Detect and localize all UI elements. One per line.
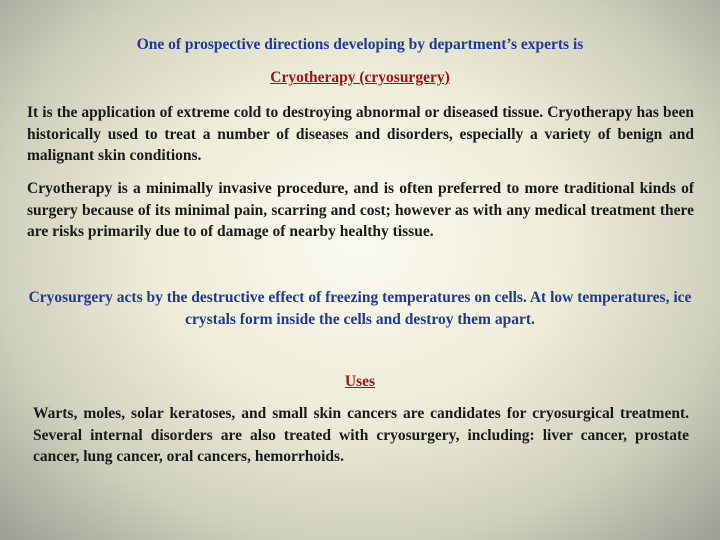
paragraph-definition: It is the application of extreme cold to destroying abnormal or diseased tissue. Cryotherapy has been historically used to treat a number of diseases and disorders, especially a variety of benign and malignant skin conditions. bbox=[27, 104, 694, 164]
paragraph-procedure: Cryotherapy is a minimally invasive procedure, and is often preferred to more traditional kinds of surgery because of its minimal pain, scarring and cost; however as with any medical treatment there are risks primarily due to of damage of nearby healthy tissue. bbox=[27, 180, 694, 240]
uses-heading: Uses bbox=[344, 373, 376, 390]
slide-title: Cryotherapy (cryosurgery) bbox=[270, 69, 450, 86]
paragraph-uses: Warts, moles, solar keratoses, and small skin cancers are candidates for cryosurgical treatment. Several internal disorders are also treated with cryosurgery, including: liver cancer, prostate cancer, lung cancer, oral cancers, hemorrhoids. bbox=[33, 405, 689, 465]
paragraph-mechanism: Cryosurgery acts by the destructive effect of freezing temperatures on cells. At low temperatures, ice crystals form inside the cells and destroy them apart. bbox=[28, 289, 692, 328]
intro-heading: One of prospective directions developing by department’s experts is bbox=[136, 36, 584, 53]
